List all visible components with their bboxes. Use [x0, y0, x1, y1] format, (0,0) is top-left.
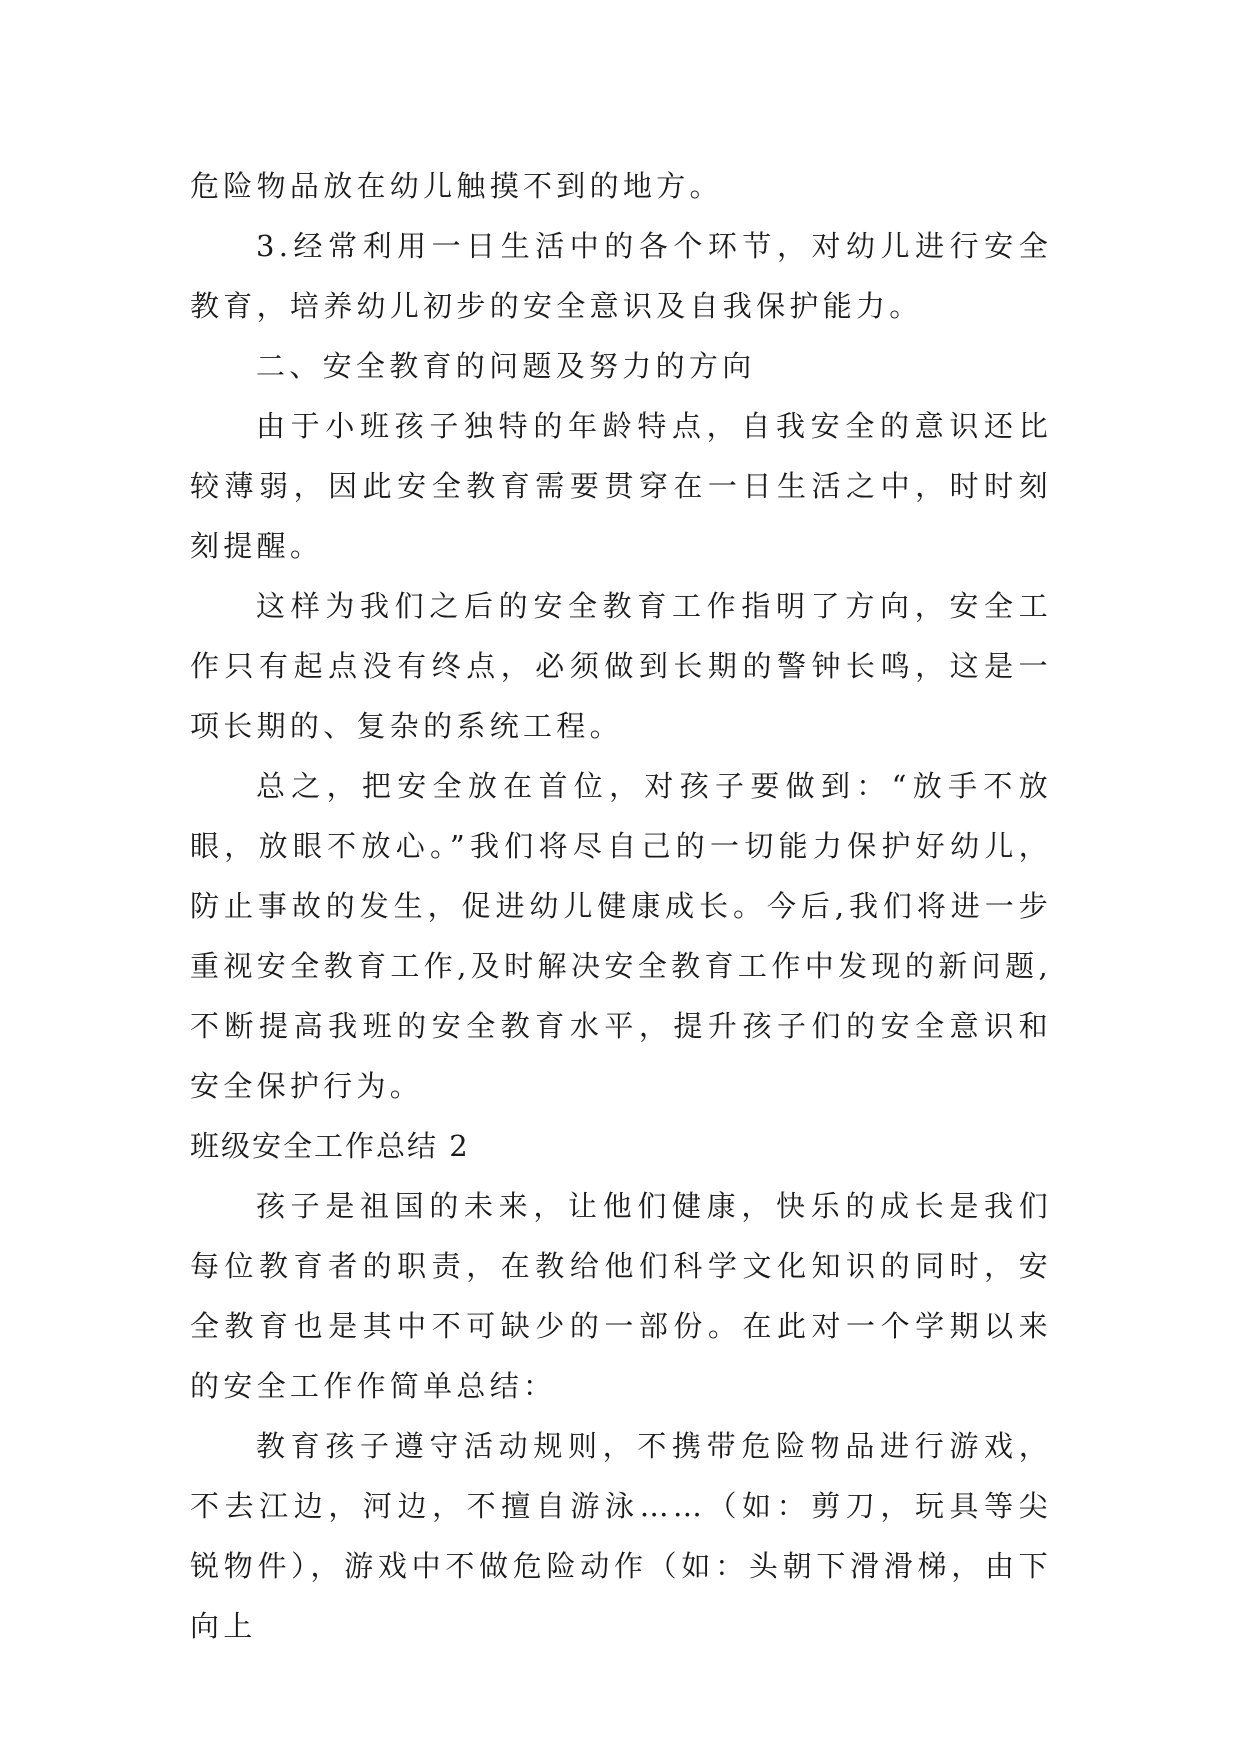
paragraph-direction: 这样为我们之后的安全教育工作指明了方向，安全工作只有起点没有终点，必须做到长期的警钟长鸣，这是一项长期的、复杂的系统工程。 — [190, 589, 1052, 743]
paragraph-age-characteristics: 由于小班孩子独特的年龄特点，自我安全的意识还比较薄弱，因此安全教育需要贯穿在一日生活之中，时时刻刻提醒。 — [190, 409, 1052, 563]
paragraph-children-future: 孩子是祖国的未来，让他们健康，快乐的成长是我们每位教育者的职责，在教给他们科学文化知识的同时，安全教育也是其中不可缺少的一部份。在此对一个学期以来的安全工作作简单总结： — [190, 1189, 1052, 1403]
paragraph-conclusion: 总之，把安全放在首位，对孩子要做到：“放手不放眼，放眼不放心。”我们将尽自己的一切能力保护好幼儿，防止事故的发生，促进幼儿健康成长。今后,我们将进一步重视安全教育工作,及时解决安全教育工作中发现的新问题,不断提高我班的安全教育水平，提升孩子们的安全意识和安全保护行为。 — [190, 769, 1052, 1103]
paragraph-dangerous-items: 危险物品放在幼儿触摸不到的地方。 — [190, 169, 723, 203]
document-title-summary-2: 班级安全工作总结 2 — [190, 1129, 470, 1163]
document-body — [190, 156, 1052, 1656]
section-heading-problems-direction: 二、安全教育的问题及努力的方向 — [256, 349, 756, 383]
paragraph-activity-rules: 教育孩子遵守活动规则，不携带危险物品进行游戏，不去江边，河边，不擅自游泳……（如：剪刀，玩具等尖锐物件），游戏中不做危险动作（如：头朝下滑滑梯，由下向上 — [190, 1429, 1052, 1643]
paragraph-daily-safety-education: 3.经常利用一日生活中的各个环节，对幼儿进行安全教育，培养幼儿初步的安全意识及自我保护能力。 — [190, 229, 1052, 323]
